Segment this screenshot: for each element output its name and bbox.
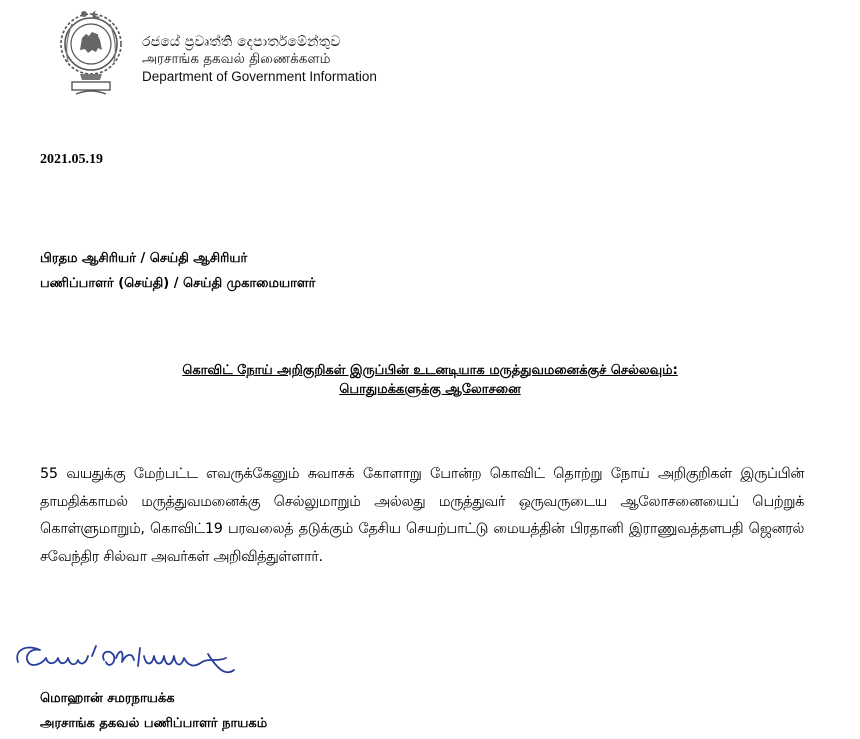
signatory-block <box>40 686 267 736</box>
recipient-line: பணிப்பாளர் (செய்தி) / செய்தி முகாமையாளர் <box>40 276 316 291</box>
recipients-block <box>40 246 315 296</box>
title-line-2: பொதுமக்களுக்கு ஆலோசனை <box>339 382 521 397</box>
government-emblem-logo <box>58 4 124 100</box>
body-paragraph: 55 வயதுக்கு மேற்பட்ட எவருக்கேனும் சுவாசக் கோளாறு போன்ற கொவிட் தொற்று நோய் அறிகுறிகள் இருப்பின் தாமதிக்காமல் மருத்துவமனைக்கு செல்லுமாறும் அல்லது மருத்துவர் ஒருவருடைய ஆலோசனையைப் பெற்றுக் கொள்ளுமாறும், கொவிட்19 பரவலைத் தடுக்கும் தேசிய செயற்பாட்டு மையத்தின் பிரதானி இராணுவத்தளபதி ஜெனரல் சவேந்திர சில்வா அவர்கள் அறிவித்துள்ளார். <box>40 466 804 565</box>
department-header <box>142 34 377 85</box>
department-name-tamil: அரசாங்க தகவல் திணைக்களம் <box>142 51 331 67</box>
title-line-1: கொவிட் நோய் அறிகுறிகள் இருப்பின் உடனடியாக மருத்துவமனைக்குச் செல்லவும்: <box>182 363 678 378</box>
signatory-name: மொஹான் சமரநாயக்க <box>40 691 175 706</box>
press-release-title <box>40 361 820 399</box>
document-date: 2021.05.19 <box>40 152 103 167</box>
department-name-english: Department of Government Information <box>142 69 377 84</box>
handwritten-signature <box>12 636 242 686</box>
department-name-sinhala: රජයේ ප්‍රවෘත්ති දෙපාර්තමේන්තුව <box>142 34 341 50</box>
signatory-designation: அரசாங்க தகவல் பணிப்பாளர் நாயகம் <box>40 716 268 731</box>
recipient-line: பிரதம ஆசிரியர் / செய்தி ஆசிரியர் <box>40 251 248 266</box>
